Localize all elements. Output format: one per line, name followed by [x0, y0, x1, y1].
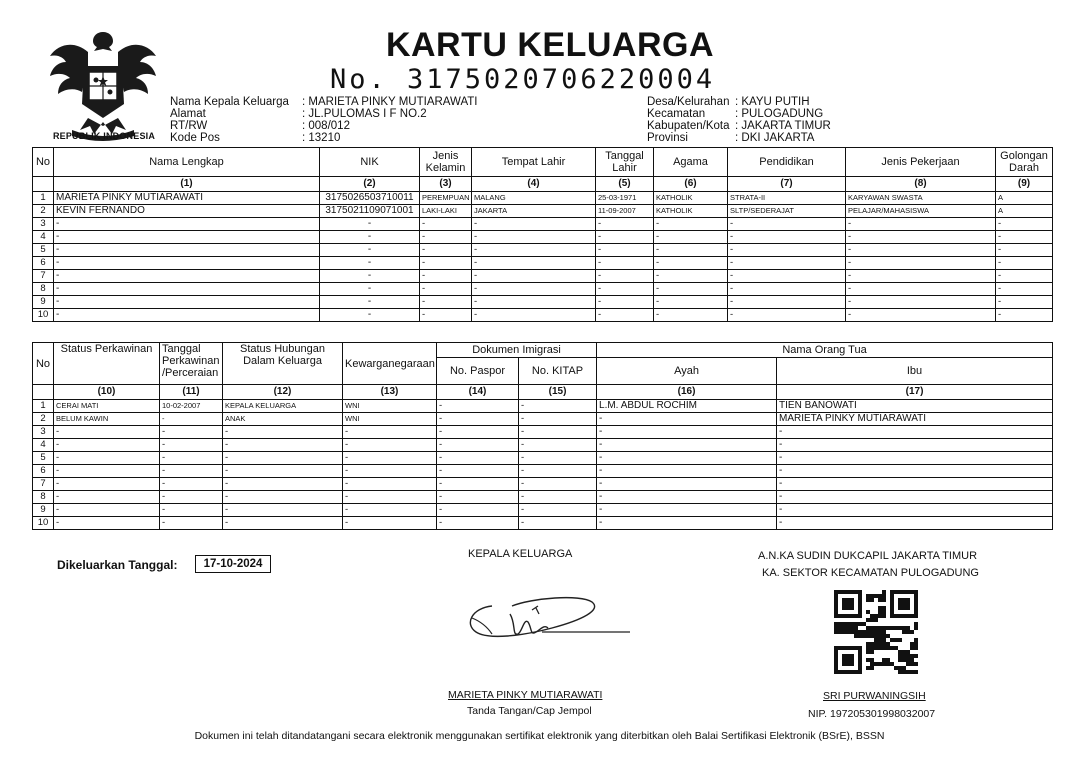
col-birthdate: Tanggal Lahir [596, 148, 654, 177]
status-cell: - [597, 413, 777, 426]
status-cell: - [519, 439, 597, 452]
member-cell: 7 [33, 270, 54, 283]
member-cell: STRATA-II [728, 192, 846, 205]
member-cell: - [472, 244, 596, 257]
member-cell: 9 [33, 296, 54, 309]
status-cell: - [437, 439, 519, 452]
member-cell: - [596, 270, 654, 283]
status-cell: - [54, 439, 160, 452]
authority-line-1: A.N.KA SUDIN DUKCAPIL JAKARTA TIMUR [758, 550, 978, 562]
member-cell: - [54, 309, 320, 322]
label-district: Kecamatan [647, 108, 706, 120]
value-city: : JAKARTA TIMUR [735, 120, 831, 132]
col2-citizenship: Kewarganegaraan [343, 343, 437, 385]
status-cell: - [223, 491, 343, 504]
status-cell: - [160, 491, 223, 504]
member-cell: - [654, 270, 728, 283]
status-cell: - [777, 439, 1053, 452]
member-cell: 25-03-1971 [596, 192, 654, 205]
status-cell: - [777, 517, 1053, 530]
member-cell: - [320, 283, 420, 296]
member-cell: - [996, 244, 1053, 257]
member-cell: - [596, 218, 654, 231]
value-village: : KAYU PUTIH [735, 96, 810, 108]
col2-relationship: Status Hubungan Dalam Keluarga [223, 343, 343, 385]
member-cell: SLTP/SEDERAJAT [728, 205, 846, 218]
label-address: Alamat [170, 108, 206, 120]
member-cell: - [846, 231, 996, 244]
member-cell: KEVIN FERNANDO [54, 205, 320, 218]
status-cell: - [777, 426, 1053, 439]
status-cell: - [54, 478, 160, 491]
col-no: No [33, 148, 54, 177]
member-row [33, 218, 1053, 231]
status-cell: - [160, 413, 223, 426]
member-cell: - [472, 309, 596, 322]
status-cell: 3 [33, 426, 54, 439]
col-education: Pendidikan [728, 148, 846, 177]
colnum-9: (9) [996, 177, 1053, 192]
garuda-emblem-icon [44, 26, 162, 142]
member-cell: - [54, 283, 320, 296]
member-cell: - [596, 231, 654, 244]
member-cell: - [54, 231, 320, 244]
colnum-17: (17) [777, 385, 1053, 400]
colnum-4: (4) [472, 177, 596, 192]
status-cell: TIEN BANOWATI [777, 400, 1053, 413]
header-left-labels [170, 96, 289, 144]
member-cell: - [54, 218, 320, 231]
status-cell: - [777, 452, 1053, 465]
colnum-blank [33, 177, 54, 192]
member-cell: - [728, 231, 846, 244]
official-nip: NIP. 197205301998032007 [808, 708, 936, 720]
status-cell: - [160, 465, 223, 478]
member-cell: - [996, 257, 1053, 270]
status-cell: 6 [33, 465, 54, 478]
status-cell: - [160, 452, 223, 465]
status-cell: - [160, 517, 223, 530]
member-cell: - [420, 244, 472, 257]
member-cell: 11-09-2007 [596, 205, 654, 218]
col-nik: NIK [320, 148, 420, 177]
member-cell: - [996, 309, 1053, 322]
status-cell: - [54, 465, 160, 478]
status-cell: - [519, 491, 597, 504]
status-row [33, 517, 1053, 530]
col2-father: Ayah [597, 358, 777, 385]
member-cell: - [654, 244, 728, 257]
member-cell: - [320, 270, 420, 283]
label-village: Desa/Kelurahan [647, 96, 730, 108]
status-row [33, 439, 1053, 452]
col2-no: No [33, 343, 54, 385]
status-cell: 1 [33, 400, 54, 413]
status-cell: - [223, 439, 343, 452]
member-cell: - [654, 218, 728, 231]
member-cell: MALANG [472, 192, 596, 205]
colnum-2: (2) [320, 177, 420, 192]
colnum-6: (6) [654, 177, 728, 192]
emblem-caption: REPUBLIK INDONESIA [52, 131, 156, 141]
member-cell: 3175021109071001 [320, 205, 420, 218]
member-cell: - [320, 218, 420, 231]
status-cell: - [343, 426, 437, 439]
member-row [33, 270, 1053, 283]
status-cell: - [223, 465, 343, 478]
value-head-name: : MARIETA PINKY MUTIARAWATI [302, 96, 478, 108]
col-religion: Agama [654, 148, 728, 177]
family-head-name: MARIETA PINKY MUTIARAWATI [448, 689, 603, 701]
status-cell: - [54, 504, 160, 517]
status-cell: - [54, 517, 160, 530]
status-row [33, 465, 1053, 478]
member-cell: 3 [33, 218, 54, 231]
member-cell: - [420, 218, 472, 231]
member-row [33, 257, 1053, 270]
status-cell: - [597, 478, 777, 491]
status-cell: 5 [33, 452, 54, 465]
status-cell: - [519, 400, 597, 413]
status-cell: - [160, 439, 223, 452]
status-cell: 2 [33, 413, 54, 426]
status-cell: - [343, 504, 437, 517]
status-col-numbers [33, 385, 1053, 400]
member-cell: 4 [33, 231, 54, 244]
header-left-values [302, 96, 478, 144]
member-cell: - [846, 309, 996, 322]
status-cell: - [343, 439, 437, 452]
value-postal-code: : 13210 [302, 132, 341, 144]
status-table [32, 342, 1053, 530]
colnum-8: (8) [846, 177, 996, 192]
colnum-12: (12) [223, 385, 343, 400]
status-cell: - [343, 452, 437, 465]
label-head-name: Nama Kepala Keluarga [170, 96, 289, 108]
member-cell: MARIETA PINKY MUTIARAWATI [54, 192, 320, 205]
status-cell: - [519, 426, 597, 439]
status-cell: - [437, 413, 519, 426]
status-cell: - [437, 491, 519, 504]
status-row [33, 400, 1053, 413]
member-cell: - [728, 270, 846, 283]
status-cell: 10-02-2007 [160, 400, 223, 413]
member-cell: PEREMPUAN [420, 192, 472, 205]
col2-parents: Nama Orang Tua [597, 343, 1053, 358]
status-cell: - [597, 517, 777, 530]
member-row [33, 244, 1053, 257]
member-row [33, 205, 1053, 218]
status-cell: - [519, 517, 597, 530]
status-cell: - [223, 478, 343, 491]
colnum-16: (16) [597, 385, 777, 400]
col-blood-type: Golongan Darah [996, 148, 1053, 177]
member-cell: - [996, 270, 1053, 283]
member-row [33, 296, 1053, 309]
member-cell: - [654, 257, 728, 270]
status-row [33, 452, 1053, 465]
colnum-15: (15) [519, 385, 597, 400]
status-cell: 4 [33, 439, 54, 452]
member-cell: - [654, 296, 728, 309]
status-cell: - [223, 517, 343, 530]
status-cell: - [223, 426, 343, 439]
status-cell: - [160, 478, 223, 491]
status-cell: L.M. ABDUL ROCHIM [597, 400, 777, 413]
status-row [33, 504, 1053, 517]
member-cell: KATHOLIK [654, 205, 728, 218]
colnum-11: (11) [160, 385, 223, 400]
member-cell: - [320, 257, 420, 270]
member-cell: - [320, 296, 420, 309]
electronic-signature-note: Dokumen ini telah ditandatangani secara elektronik menggunakan sertifikat elektronik yang diterbitkan oleh Balai Sertifikasi Elektronik (BSrE), BSSN [194, 730, 885, 742]
member-cell: - [728, 218, 846, 231]
status-cell: - [519, 504, 597, 517]
status-row [33, 491, 1053, 504]
col-gender: Jenis Kelamin [420, 148, 472, 177]
member-cell: - [420, 257, 472, 270]
member-cell: 10 [33, 309, 54, 322]
col2-marital-status: Status Perkawinan [54, 343, 160, 385]
member-cell: - [654, 283, 728, 296]
status-cell: - [343, 478, 437, 491]
member-cell: - [596, 309, 654, 322]
member-cell: - [320, 244, 420, 257]
member-row [33, 309, 1053, 322]
status-cell: - [777, 491, 1053, 504]
status-cell: - [777, 478, 1053, 491]
issued-date-label: Dikeluarkan Tanggal: [57, 558, 178, 572]
members-table [32, 147, 1053, 322]
status-cell: - [343, 465, 437, 478]
status-cell: - [519, 478, 597, 491]
status-cell: - [437, 478, 519, 491]
official-name: SRI PURWANINGSIH [823, 690, 926, 702]
col2-passport: No. Paspor [437, 358, 519, 385]
status-cell: - [597, 426, 777, 439]
authority-line-2: KA. SEKTOR KECAMATAN PULOGADUNG [762, 567, 979, 579]
status-cell: - [597, 439, 777, 452]
member-cell: - [420, 270, 472, 283]
colnum-10: (10) [54, 385, 160, 400]
status-row [33, 478, 1053, 491]
member-cell: - [420, 231, 472, 244]
label-city: Kabupaten/Kota [647, 120, 730, 132]
member-cell: - [996, 218, 1053, 231]
colnum-13: (13) [343, 385, 437, 400]
member-cell: - [54, 270, 320, 283]
member-cell: - [846, 257, 996, 270]
member-cell: - [472, 218, 596, 231]
status-cell: - [54, 491, 160, 504]
member-cell: 5 [33, 244, 54, 257]
member-cell: - [54, 244, 320, 257]
member-row [33, 192, 1053, 205]
signature-image [462, 588, 632, 648]
label-rt-rw: RT/RW [170, 120, 208, 132]
member-cell: - [996, 231, 1053, 244]
col-occupation: Jenis Pekerjaan [846, 148, 996, 177]
document-title: KARTU KELUARGA [385, 26, 715, 64]
value-address: : JL.PULOMAS I F NO.2 [302, 108, 427, 120]
member-cell: - [728, 283, 846, 296]
member-row [33, 283, 1053, 296]
status-cell: 9 [33, 504, 54, 517]
member-cell: - [654, 309, 728, 322]
member-cell: 1 [33, 192, 54, 205]
label-province: Provinsi [647, 132, 688, 144]
member-cell: - [596, 244, 654, 257]
status-cell: - [597, 504, 777, 517]
label-postal-code: Kode Pos [170, 132, 220, 144]
member-cell: - [846, 283, 996, 296]
signature-caption: Tanda Tangan/Cap Jempol [467, 705, 592, 717]
header-right-labels [647, 96, 730, 144]
colnum-14: (14) [437, 385, 519, 400]
member-cell: - [846, 244, 996, 257]
member-cell: A [996, 192, 1053, 205]
status-table-header-1 [33, 343, 1053, 358]
member-cell: 3175026503710011 [320, 192, 420, 205]
status-row [33, 413, 1053, 426]
member-cell: - [472, 257, 596, 270]
member-cell: - [472, 283, 596, 296]
status-cell: - [777, 504, 1053, 517]
member-cell: - [728, 257, 846, 270]
status-cell: - [437, 452, 519, 465]
member-cell: A [996, 205, 1053, 218]
status-cell: CERAI MATI [54, 400, 160, 413]
member-cell: - [996, 283, 1053, 296]
member-cell: - [846, 270, 996, 283]
members-table-header [33, 148, 1053, 177]
status-cell: ANAK [223, 413, 343, 426]
value-rt-rw: : 008/012 [302, 120, 350, 132]
header-right-values [735, 96, 831, 144]
status-cell: WNI [343, 413, 437, 426]
value-province: : DKI JAKARTA [735, 132, 815, 144]
status-cell: - [437, 426, 519, 439]
member-cell: KARYAWAN SWASTA [846, 192, 996, 205]
status-cell: - [519, 452, 597, 465]
qr-code-icon [834, 590, 918, 674]
status-table-body [33, 400, 1053, 530]
col2-mother: Ibu [777, 358, 1053, 385]
status-cell: - [437, 504, 519, 517]
status-cell: - [597, 452, 777, 465]
member-cell: - [472, 296, 596, 309]
status-cell: - [519, 465, 597, 478]
member-cell: - [728, 309, 846, 322]
status-cell: 8 [33, 491, 54, 504]
member-cell: - [472, 231, 596, 244]
colnum2-blank [33, 385, 54, 400]
member-cell: - [472, 270, 596, 283]
member-cell: - [654, 231, 728, 244]
status-cell: WNI [343, 400, 437, 413]
member-cell: 8 [33, 283, 54, 296]
colnum-7: (7) [728, 177, 846, 192]
member-cell: - [596, 296, 654, 309]
col-full-name: Nama Lengkap [54, 148, 320, 177]
col2-kitap: No. KITAP [519, 358, 597, 385]
member-cell: KATHOLIK [654, 192, 728, 205]
member-cell: - [320, 231, 420, 244]
status-cell: - [54, 426, 160, 439]
colnum-1: (1) [54, 177, 320, 192]
member-cell: - [54, 257, 320, 270]
status-cell: BELUM KAWIN [54, 413, 160, 426]
status-cell: - [437, 400, 519, 413]
member-cell: JAKARTA [472, 205, 596, 218]
member-row [33, 231, 1053, 244]
member-cell: 6 [33, 257, 54, 270]
colnum-3: (3) [420, 177, 472, 192]
member-cell: - [596, 283, 654, 296]
member-cell: - [846, 218, 996, 231]
members-table-body [33, 192, 1053, 322]
member-cell: PELAJAR/MAHASISWA [846, 205, 996, 218]
family-card-number: No. 3175020706220004 [330, 64, 716, 95]
status-cell: - [54, 452, 160, 465]
status-cell: MARIETA PINKY MUTIARAWATI [777, 413, 1053, 426]
issued-date-value: 17-10-2024 [195, 555, 271, 573]
status-cell: - [223, 504, 343, 517]
colnum-5: (5) [596, 177, 654, 192]
member-cell: - [420, 283, 472, 296]
member-cell: 2 [33, 205, 54, 218]
members-col-numbers [33, 177, 1053, 192]
col2-marriage-date: Tanggal Perkawinan /Perceraian [160, 343, 223, 385]
status-cell: 10 [33, 517, 54, 530]
member-cell: - [596, 257, 654, 270]
status-cell: - [343, 491, 437, 504]
member-cell: - [996, 296, 1053, 309]
member-cell: - [54, 296, 320, 309]
member-cell: - [728, 296, 846, 309]
member-cell: - [846, 296, 996, 309]
status-cell: - [437, 517, 519, 530]
member-cell: - [420, 296, 472, 309]
status-cell: - [519, 413, 597, 426]
value-district: : PULOGADUNG [735, 108, 824, 120]
status-cell: - [160, 504, 223, 517]
status-row [33, 426, 1053, 439]
status-cell: - [223, 452, 343, 465]
member-cell: - [320, 309, 420, 322]
status-cell: - [437, 465, 519, 478]
status-cell: - [160, 426, 223, 439]
col2-immigration-docs: Dokumen Imigrasi [437, 343, 597, 358]
status-cell: - [597, 491, 777, 504]
member-cell: - [420, 309, 472, 322]
member-cell: - [728, 244, 846, 257]
col-birthplace: Tempat Lahir [472, 148, 596, 177]
status-cell: - [777, 465, 1053, 478]
family-head-label: KEPALA KELUARGA [468, 548, 573, 560]
status-cell: 7 [33, 478, 54, 491]
member-cell: LAKI-LAKI [420, 205, 472, 218]
status-cell: KEPALA KELUARGA [223, 400, 343, 413]
status-cell: - [343, 517, 437, 530]
status-cell: - [597, 465, 777, 478]
